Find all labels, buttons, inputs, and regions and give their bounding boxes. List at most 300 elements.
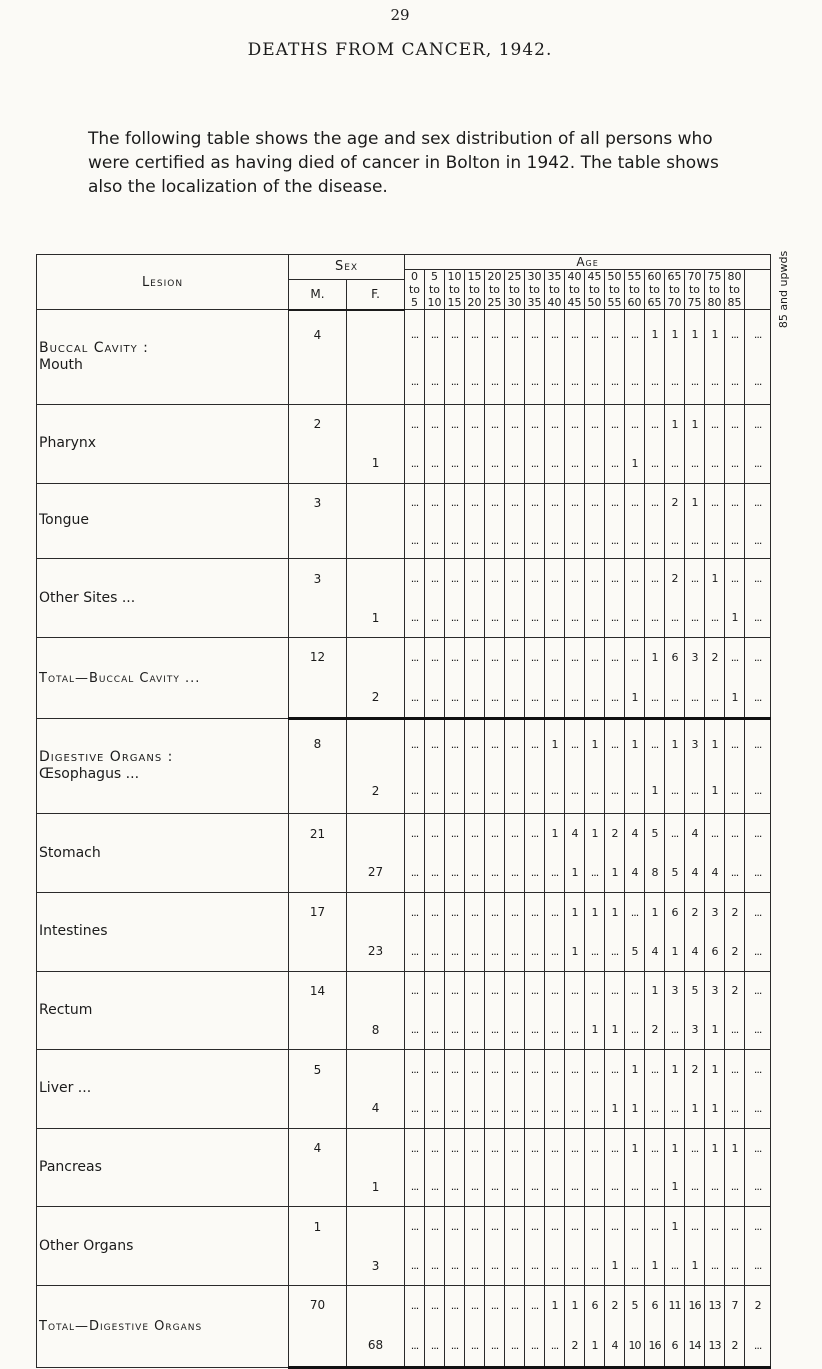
age-cell: ...: [585, 444, 605, 483]
male-total-cell: 2: [289, 404, 347, 443]
age-cell: 16: [645, 1325, 665, 1367]
lesion-label: [37, 1128, 289, 1207]
age-cell: ...: [665, 1246, 685, 1285]
male-total-cell: [289, 1089, 347, 1128]
age-cell: ...: [505, 1207, 525, 1246]
age-cell: ...: [725, 814, 745, 853]
age-cell: 1: [545, 1286, 565, 1325]
age-cell: ...: [705, 1207, 725, 1246]
age-cell: ...: [465, 1325, 485, 1367]
lesion-label: [37, 892, 289, 971]
age-cell: 2: [665, 559, 685, 598]
age-group-header: 25 to 30: [505, 270, 525, 310]
age-cell: ...: [405, 359, 425, 404]
age-cell: ...: [645, 1050, 665, 1089]
age-cell: 6: [665, 638, 685, 677]
age-cell: ...: [545, 483, 565, 522]
age-cell: ...: [505, 310, 525, 360]
lesion-label: [37, 719, 289, 814]
age-cell: ...: [605, 559, 625, 598]
age-cell: 13: [705, 1286, 725, 1325]
age-cell: ...: [425, 853, 445, 892]
age-cell: ...: [445, 677, 465, 719]
age-cell: 5: [625, 1286, 645, 1325]
female-total-cell: 27: [347, 853, 405, 892]
age-cell: ...: [685, 444, 705, 483]
age-cell: 1: [665, 1168, 685, 1207]
age-cell: 1: [705, 310, 725, 360]
age-cell: ...: [445, 971, 465, 1010]
age-cell: ...: [565, 719, 585, 768]
age-cell: ...: [565, 483, 585, 522]
female-total-cell: 1: [347, 444, 405, 483]
age-cell: ...: [405, 677, 425, 719]
lesion-site-label: Intestines: [39, 923, 108, 940]
age-cell: ...: [485, 1246, 505, 1285]
age-cell: ...: [685, 677, 705, 719]
age-group-header: 5 to 10: [425, 270, 445, 310]
age-cell: ...: [505, 444, 525, 483]
male-total-cell: [289, 1246, 347, 1285]
age-cell: 1: [605, 853, 625, 892]
age-cell: ...: [445, 1246, 465, 1285]
age-cell: ...: [465, 892, 485, 931]
age-cell: 1: [685, 310, 705, 360]
age-cell: ...: [745, 404, 771, 443]
lesion-site-label: Other Sites ...: [39, 589, 136, 606]
age-cell: ...: [405, 853, 425, 892]
age-cell: 1: [645, 638, 665, 677]
age-cell: ...: [645, 1089, 665, 1128]
age-cell: ...: [525, 1286, 545, 1325]
age-cell: ...: [545, 522, 565, 559]
female-total-cell: 2: [347, 768, 405, 814]
age-cell: ...: [405, 1089, 425, 1128]
age-cell: ...: [545, 971, 565, 1010]
age-cell: ...: [665, 522, 685, 559]
age-cell: ...: [745, 638, 771, 677]
age-cell: ...: [485, 677, 505, 719]
age-cell: 1: [605, 892, 625, 931]
age-cell: ...: [425, 359, 445, 404]
age-cell: ...: [745, 1050, 771, 1089]
age-cell: 1: [625, 677, 645, 719]
age-cell: ...: [485, 598, 505, 637]
age-cell: ...: [465, 1168, 485, 1207]
age-cell: ...: [625, 892, 645, 931]
age-cell: ...: [745, 559, 771, 598]
age-cell: ...: [425, 404, 445, 443]
age-cell: ...: [725, 1207, 745, 1246]
age-cell: 1: [605, 1010, 625, 1049]
female-total-cell: [347, 971, 405, 1010]
age-cell: ...: [405, 1168, 425, 1207]
age-cell: ...: [645, 559, 665, 598]
age-cell: ...: [745, 1325, 771, 1367]
age-cell: ...: [725, 1089, 745, 1128]
age-cell: 1: [665, 310, 685, 360]
age-cell: ...: [625, 404, 645, 443]
sex-header: Sex: [289, 255, 405, 280]
age-cell: ...: [605, 932, 625, 971]
age-cell: ...: [725, 522, 745, 559]
age-cell: ...: [745, 853, 771, 892]
age-cell: 1: [565, 1286, 585, 1325]
table-row-male: [37, 404, 771, 443]
age-cell: ...: [505, 1325, 525, 1367]
lesion-label: [37, 1207, 289, 1286]
table-row-male: [37, 638, 771, 677]
age-cell: ...: [585, 768, 605, 814]
age-cell: 10: [625, 1325, 645, 1367]
age-cell: ...: [445, 892, 465, 931]
male-total-cell: 17: [289, 892, 347, 931]
age-cell: ...: [445, 598, 465, 637]
age-cell: ...: [465, 768, 485, 814]
age-cell: ...: [745, 677, 771, 719]
age-cell: ...: [505, 932, 525, 971]
age-cell: ...: [485, 932, 505, 971]
age-cell: ...: [505, 483, 525, 522]
age-cell: ...: [645, 359, 665, 404]
female-total-cell: 1: [347, 598, 405, 637]
age-cell: ...: [425, 1050, 445, 1089]
age-cell: ...: [445, 932, 465, 971]
age-cell: 5: [625, 932, 645, 971]
age-cell: ...: [605, 1128, 625, 1167]
age-cell: ...: [405, 559, 425, 598]
male-total-cell: [289, 1168, 347, 1207]
age-cell: 4: [605, 1325, 625, 1367]
age-cell: ...: [505, 719, 525, 768]
age-cell: ...: [525, 1010, 545, 1049]
age-cell: ...: [525, 892, 545, 931]
age-cell: ...: [425, 638, 445, 677]
age-cell: ...: [465, 814, 485, 853]
age-cell: 1: [705, 1128, 725, 1167]
age-cell: 1: [725, 598, 745, 637]
age-cell: ...: [745, 1246, 771, 1285]
age-cell: ...: [725, 359, 745, 404]
age-cell: ...: [485, 1010, 505, 1049]
table-row-male: [37, 1128, 771, 1167]
age-cell: ...: [425, 814, 445, 853]
age-cell: 5: [645, 814, 665, 853]
female-total-cell: [347, 559, 405, 598]
age-cell: ...: [665, 444, 685, 483]
age-cell: 1: [605, 1089, 625, 1128]
lesion-label: [37, 310, 289, 405]
age-cell: ...: [645, 483, 665, 522]
lesion-label: [37, 404, 289, 483]
age-cell: ...: [545, 768, 565, 814]
age-cell: 1: [685, 483, 705, 522]
age-cell: ...: [565, 404, 585, 443]
age-cell: 1: [645, 310, 665, 360]
age-cell: ...: [445, 1168, 465, 1207]
age-cell: ...: [545, 892, 565, 931]
age-cell: ...: [605, 404, 625, 443]
age-cell: 1: [665, 932, 685, 971]
age-cell: ...: [625, 559, 645, 598]
age-cell: ...: [745, 483, 771, 522]
age-cell: ...: [425, 559, 445, 598]
age-cell: ...: [605, 310, 625, 360]
age-cell: ...: [505, 1246, 525, 1285]
table-row-male: [37, 892, 771, 931]
age-cell: ...: [625, 483, 645, 522]
age-cell: ...: [685, 522, 705, 559]
age-cell: ...: [545, 1128, 565, 1167]
age-cell: ...: [425, 1089, 445, 1128]
table-row-male: [37, 971, 771, 1010]
age-cell: ...: [465, 677, 485, 719]
male-total-cell: 21: [289, 814, 347, 853]
age-group-header: 30 to 35: [525, 270, 545, 310]
age-cell: ...: [465, 1286, 485, 1325]
age-cell: ...: [745, 768, 771, 814]
female-total-cell: 3: [347, 1246, 405, 1285]
age-cell: ...: [465, 310, 485, 360]
age-cell: ...: [405, 971, 425, 1010]
male-total-cell: [289, 768, 347, 814]
age-cell: ...: [585, 1089, 605, 1128]
age-cell: ...: [465, 1010, 485, 1049]
age-group-header: 50 to 55: [605, 270, 625, 310]
age-cell: ...: [485, 1128, 505, 1167]
age-cell: ...: [445, 1128, 465, 1167]
age-cell: ...: [665, 768, 685, 814]
age-cell: ...: [465, 853, 485, 892]
age-cell: ...: [665, 359, 685, 404]
age-cell: ...: [685, 1128, 705, 1167]
age-cell: 1: [545, 719, 565, 768]
age-group-header: 75 to 80: [705, 270, 725, 310]
age-cell: 1: [705, 768, 725, 814]
age-cell: 2: [725, 1325, 745, 1367]
age-cell: 1: [625, 719, 645, 768]
age-cell: ...: [445, 483, 465, 522]
lesion-site-label: Œsophagus ...: [39, 766, 140, 783]
female-total-cell: [347, 892, 405, 931]
age-cell: ...: [445, 1089, 465, 1128]
age-cell: ...: [425, 1128, 445, 1167]
age-cell: ...: [425, 971, 445, 1010]
age-cell: ...: [505, 1089, 525, 1128]
age-cell: 4: [685, 932, 705, 971]
age-cell: ...: [485, 1168, 505, 1207]
age-cell: ...: [405, 638, 425, 677]
age-cell: 13: [705, 1325, 725, 1367]
age-cell: ...: [505, 598, 525, 637]
age-cell: ...: [725, 1246, 745, 1285]
age-cell: 1: [645, 768, 665, 814]
age-cell: ...: [565, 522, 585, 559]
age-cell: ...: [625, 768, 645, 814]
age-cell: ...: [505, 768, 525, 814]
age-cell: ...: [405, 1207, 425, 1246]
age-cell: ...: [685, 1207, 705, 1246]
age-cell: ...: [545, 1089, 565, 1128]
age-cell: ...: [725, 404, 745, 443]
age-cell: ...: [525, 483, 545, 522]
age-cell: ...: [525, 1050, 545, 1089]
age-cell: ...: [665, 1089, 685, 1128]
male-total-cell: 1: [289, 1207, 347, 1246]
age-cell: 3: [685, 719, 705, 768]
age-cell: ...: [465, 359, 485, 404]
male-total-cell: [289, 359, 347, 404]
age-cell: ...: [745, 971, 771, 1010]
age-cell: ...: [705, 522, 725, 559]
age-cell: ...: [525, 1207, 545, 1246]
age-cell: ...: [525, 1089, 545, 1128]
age-group-header: 40 to 45: [565, 270, 585, 310]
age-cell: ...: [585, 404, 605, 443]
age-cell: ...: [465, 1050, 485, 1089]
age-cell: 4: [625, 853, 645, 892]
age-cell: 3: [685, 1010, 705, 1049]
age-cell: ...: [685, 359, 705, 404]
age-cell: ...: [685, 559, 705, 598]
age-cell: ...: [745, 814, 771, 853]
age-cell: 2: [645, 1010, 665, 1049]
age-cell: ...: [745, 359, 771, 404]
age-cell: ...: [625, 638, 645, 677]
female-total-cell: [347, 483, 405, 522]
male-total-cell: 8: [289, 719, 347, 768]
female-total-cell: 2: [347, 677, 405, 719]
age-cell: ...: [505, 1286, 525, 1325]
age-cell: ...: [465, 1128, 485, 1167]
intro-text: The following table shows the age and sex distribution of all persons who were certified as having died of cancer in Bolton in 1942. The table shows also the localization of the disease.: [88, 129, 719, 197]
age-cell: ...: [425, 1010, 445, 1049]
age-cell: 6: [665, 892, 685, 931]
age-cell: 1: [585, 892, 605, 931]
age-group-header: 0 to 5: [405, 270, 425, 310]
intro-paragraph: [88, 127, 728, 199]
age-cell: ...: [705, 404, 725, 443]
age-cell: ...: [645, 522, 665, 559]
age-cell: ...: [685, 768, 705, 814]
lesion-group-label: Digestive Organs :: [39, 749, 174, 766]
age-cell: ...: [745, 310, 771, 360]
age-cell: ...: [705, 1168, 725, 1207]
age-cell: ...: [565, 559, 585, 598]
age-cell: 1: [665, 719, 685, 768]
age-cell: ...: [585, 932, 605, 971]
age-cell: ...: [425, 522, 445, 559]
age-cell: ...: [505, 1128, 525, 1167]
age-cell: ...: [425, 483, 445, 522]
table-row-male: [37, 1286, 771, 1325]
age-cell: 1: [585, 1325, 605, 1367]
age-cell: ...: [565, 1246, 585, 1285]
age-cell: 1: [705, 559, 725, 598]
age-cell: ...: [425, 719, 445, 768]
age-cell: ...: [445, 1207, 465, 1246]
age-cell: ...: [525, 522, 545, 559]
female-total-cell: [347, 638, 405, 677]
male-total-cell: [289, 1010, 347, 1049]
age-cell: ...: [445, 1010, 465, 1049]
age-cell: ...: [485, 1207, 505, 1246]
age-cell: 1: [665, 1207, 685, 1246]
age-cell: 1: [625, 1050, 645, 1089]
age-cell: ...: [625, 1010, 645, 1049]
lesion-site-label: Other Organs: [39, 1237, 134, 1254]
age-cell: ...: [405, 444, 425, 483]
female-total-cell: [347, 1286, 405, 1325]
age-cell: ...: [605, 768, 625, 814]
age-cell: ...: [465, 559, 485, 598]
lesion-site-label: Tongue: [39, 512, 89, 529]
age-cell: ...: [565, 1207, 585, 1246]
age-cell: ...: [505, 359, 525, 404]
age-cell: ...: [425, 310, 445, 360]
age-cell: 1: [565, 932, 585, 971]
age-group-header: 80 to 85: [725, 270, 745, 310]
age-cell: ...: [505, 404, 525, 443]
age-cell: ...: [625, 971, 645, 1010]
female-total-cell: [347, 1128, 405, 1167]
age-cell: ...: [505, 814, 525, 853]
age-cell: 1: [665, 1050, 685, 1089]
age-cell: ...: [525, 444, 545, 483]
male-total-cell: 4: [289, 310, 347, 360]
age-group-header: 20 to 25: [485, 270, 505, 310]
age-cell: ...: [525, 359, 545, 404]
age-cell: ...: [705, 677, 725, 719]
age-cell: 1: [665, 1128, 685, 1167]
table-row-male: [37, 814, 771, 853]
female-total-cell: [347, 310, 405, 360]
age-cell: 3: [665, 971, 685, 1010]
age-cell: 2: [685, 892, 705, 931]
age-cell: ...: [585, 971, 605, 1010]
age-cell: 7: [725, 1286, 745, 1325]
age-cell: ...: [585, 483, 605, 522]
table-row-male: [37, 559, 771, 598]
age-cell: 4: [705, 853, 725, 892]
age-cell: ...: [725, 310, 745, 360]
age-cell: ...: [725, 1010, 745, 1049]
age-cell: ...: [745, 1089, 771, 1128]
age-cell: ...: [425, 1207, 445, 1246]
age-cell: ...: [585, 677, 605, 719]
lesion-label: [37, 971, 289, 1050]
age-cell: 4: [565, 814, 585, 853]
age-cell: ...: [425, 677, 445, 719]
age-cell: ...: [745, 892, 771, 931]
male-total-cell: 5: [289, 1050, 347, 1089]
lesion-label: [37, 814, 289, 893]
male-total-cell: 70: [289, 1286, 347, 1325]
age-cell: ...: [465, 1246, 485, 1285]
age-cell: ...: [485, 768, 505, 814]
age-cell: ...: [565, 1168, 585, 1207]
lesion-site-label: Pancreas: [39, 1159, 102, 1176]
age-cell: ...: [525, 814, 545, 853]
age-cell: ...: [745, 932, 771, 971]
female-total-cell: [347, 1050, 405, 1089]
age-cell: ...: [425, 768, 445, 814]
lesion-site-label: Pharynx: [39, 435, 97, 452]
age-cell: ...: [525, 677, 545, 719]
age-cell: ...: [525, 404, 545, 443]
age-cell: ...: [645, 1207, 665, 1246]
age-cell: ...: [705, 598, 725, 637]
